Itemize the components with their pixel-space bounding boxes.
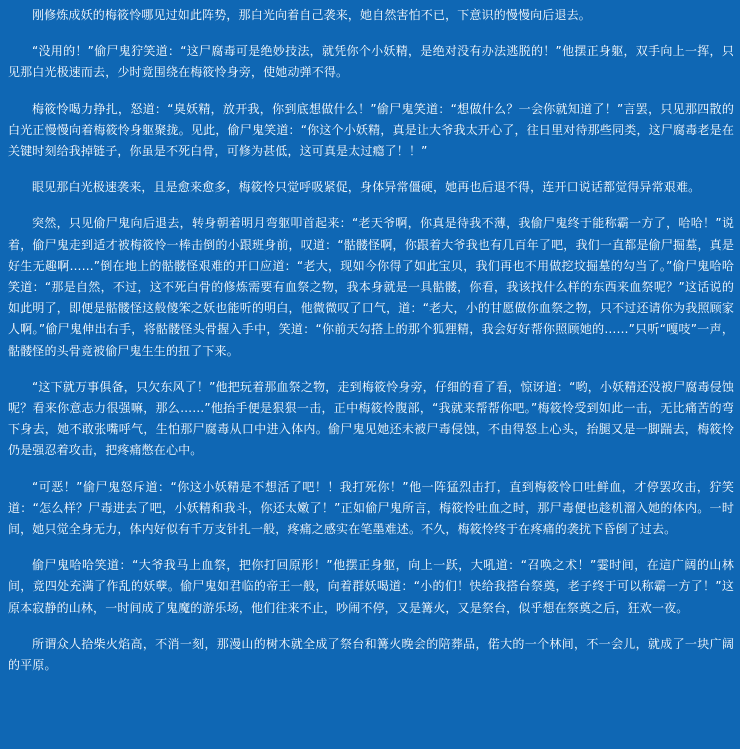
paragraph-8: 偷尸鬼哈哈笑道：“大爷我马上血祭，把你打回原形！”他摆正身躯，向上一跃，大吼道：“召唤之术！”霎时间，在這广阔的山林间，竟四处充满了作乱的妖孽。偷尸鬼如君临的帝王一般，向着群妖喝道：“小的们！快给我搭台祭奠，老子终于可以称霸一方了！”这原本寂静的山林，一时间成了鬼魔的游乐场，他们往来不止，吵闹不停，又是篝火，又是祭台，似乎想在祭奠之后，狂欢一夜。: [8, 558, 734, 615]
paragraph-1: 刚修炼成妖的梅筱怜哪见过如此阵势，那白光向着自己袭来，她自然害怕不已，下意识的慢慢向后退去。: [32, 8, 591, 22]
paragraph-4: 眼见那白光极速袭来，且是愈来愈多，梅筱怜只觉呼吸紧促，身体异常僵硬，她再也后退不得，连开口说话都觉得异常艰难。: [32, 180, 701, 195]
paragraph-7: “可恶！”偷尸鬼怒斥道：“你这小妖精是不想活了吧！！我打死你！”他一阵猛烈击打，直到梅筱怜口吐鲜血，才停罢攻击，狞笑道：“怎么样？尸毒进去了吧，小妖精和我斗，你还太嫩了！”正如偷尸鬼所言，梅筱怜吐血之时，那尸毒便也趁机溜入她的体内。一时间，她只觉全身无力，体内好似有千万支针扎一般，疼痛之感实在笔墨难述。不久，梅筱怜终于在疼痛的袭扰下昏倒了过去。: [8, 479, 734, 537]
paragraph-6: “这下就万事俱备，只欠东风了！”他把玩着那血祭之物，走到梅筱怜身旁，仔细的看了看，惊讶道：“哟，小妖精还没被尸腐毒侵蚀呢？看来你意志力很强嘛，那么……”他抬手便是狠狠一击，正中梅筱怜腹部，“我就来帮帮你吧。”梅筱怜受到如此一击，无比痛苦的弯下身去，她不敢张嘴呼气，生怕那尸腐毒从口中进入体内。偷尸鬼见她还未被尸毒侵蚀，不由得怒上心头，抬腿又是一脚踹去，梅筱怜仍是强忍着攻击，把疼痛憋在心中。: [8, 379, 734, 458]
paragraph-9: 所谓众人拾柴火焰高，不消一刻，那漫山的树木就全成了祭台和篝火晚会的陪葬品，偌大的一个林间，不一会儿，就成了一块广阔的平原。: [8, 636, 734, 673]
paragraph-5: 突然，只见偷尸鬼向后退去，转身朝着明月弯躯叩首起来：“老天爷啊，你真是待我不薄，我偷尸鬼终于能称霸一方了，哈哈！”说着，偷尸鬼走到适才被梅筱怜一棒击倒的小跟班身前，叹道：“骷髅怪啊，你跟着大爷我也有几百年了吧，我们一直都是偷尸掘墓，真是好生无趣啊……”倒在地上的骷髅怪艰难的开口应道：“老大，现如今你得了如此宝贝，我们再也不用做挖坟掘墓的勾当了。”偷尸鬼哈哈笑道：“那是自然，不过，这不死白骨的修炼需要有血祭之物，我本身就是一具骷髅，你看，我该找什么样的东西来血祭呢？”这话说的如此明了，即便是骷髅怪这般傻笨之妖也能听的明白，他微微叹了口气，道：“老大，小的甘愿做你血祭之物，只不过还请你为我照顾家人啊。”偷尸鬼伸出右手，将骷髅怪头骨握入手中，笑道：“你前天勾搭上的那个狐狸精，我会好好帮你照顾她的……”只听“嘎吱”一声，骷髅怪的头骨竟被偷尸鬼生生的扭了下来。: [8, 216, 734, 358]
paragraph-2: “没用的！”偷尸鬼狞笑道：“这尸腐毒可是绝妙技法，就凭你个小妖精，是绝对没有办法逃脱的！”他摆正身躯，双手向上一挥，只见那白光极速而去，少时竟围绕在梅筱怜身旁，使她动弹不得。: [8, 44, 734, 80]
paragraph-3: 梅筱怜喝力挣扎，怒道：“臭妖精，放开我，你到底想做什么！”偷尸鬼笑道：“想做什么？一会你就知道了！”言罢，只见那四散的白光正慢慢向着梅筱怜身躯聚拢。见此，偷尸鬼笑道：“你这个小妖精，真是让大爷我太开心了，往日里对待那些同类，这尸腐毒老是在关键时刻给我掉链子，你虽是不死白骨，可修为甚低，这可真是太过瘾了！！”: [8, 101, 734, 159]
